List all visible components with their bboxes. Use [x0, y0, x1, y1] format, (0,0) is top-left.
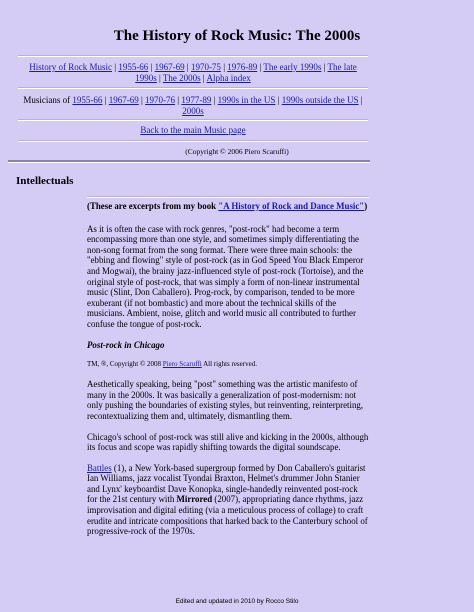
divider — [18, 140, 368, 142]
subheading: Post-rock in Chicago — [87, 339, 165, 350]
nav-link[interactable]: The 2000s — [162, 73, 201, 83]
nav-separator: | — [211, 95, 218, 105]
paragraph: Battles (1), a New York-based supergroup formed by Don Caballero's guitarist Ian Williams, jazz vocalist Tyondai Braxton, Helmet's drummer John Stanier and Lynx' keyboardist Dave Konopka, single-handedly reinvented post-rock for the 21st century with Mirrored (2007), appropriating dance rhythms, jazz improvisation and digital editing (via a meticulous process of collage) to craft erudite and intricate compositions that harked back to the Canterbury school of progressive-rock of the 1970s. — [87, 462, 368, 537]
nav-separator: | — [175, 95, 182, 105]
nav-separator: | — [358, 95, 363, 105]
paragraph: As it is often the case with rock genres, "post-rock" had become a term encompassing more than one style, and sometimes simply differentiating the non-song format from the song format. There were three main schools: the "ebbing and flowing" style of post-rock (as in God Speed You Black Emperor and Mogwai), the brainy jazz-influenced style of post-rock (Tortoise), and the original style of post-rock, that was simply a form of non-linear instrumental music (Slint, Don Caballero). Prog-rock, by comparison, tended to be more exuberant (if not bombastic) and more about the technical skills of the musicians. Ambient, noise, glitch and world music all contributed to further confuse the tongue of post-rock. — [87, 223, 364, 329]
nav-link[interactable]: 1990s outside the US — [281, 95, 359, 105]
footer-credit: Edited and updated in 2010 by Rocco Stilo — [175, 598, 299, 605]
nav-link[interactable]: 1955-66 — [72, 95, 103, 105]
nav-link[interactable]: 1970-75 — [190, 62, 221, 72]
paragraph: Chicago's school of post-rock was still alive and kicking in the 2000s, although its focus and scope was rapidly shifting towards the digital soundscape. — [87, 431, 369, 453]
nav-link[interactable]: 1955-66 — [118, 62, 149, 72]
nav-separator: | — [148, 62, 155, 72]
album-title: Mirrored — [176, 494, 213, 505]
nav-separator: | — [156, 73, 163, 83]
nav-separator: | — [184, 62, 191, 72]
page-title: The History of Rock Music: The 2000s — [113, 28, 361, 44]
nav-separator: | — [112, 62, 119, 72]
nav-link[interactable]: 1967-69 — [154, 62, 185, 72]
nav-link[interactable]: The late 1990s — [135, 62, 357, 83]
author-link[interactable]: Piero Scaruffi — [162, 360, 202, 369]
nav-separator: | — [257, 62, 264, 72]
divider — [18, 119, 368, 121]
divider — [18, 87, 368, 89]
nav-separator: | — [321, 62, 328, 72]
nav-link[interactable]: Alpha index — [206, 73, 251, 83]
nav-link[interactable]: 1967-69 — [108, 95, 139, 105]
divider — [18, 55, 368, 57]
history-nav — [18, 62, 368, 84]
battles-link[interactable]: Battles — [87, 462, 112, 473]
excerpt-note: (These are excerpts from my book "A History of Rock and Dance Music") — [87, 201, 368, 211]
nav-separator: | — [138, 95, 146, 105]
divider — [8, 160, 370, 163]
nav-link[interactable]: 1976-89 — [227, 62, 258, 72]
tm-copyright-line: TM, ®, Copyright © 2008 Piero Scaruffi All rights reserved. — [87, 360, 257, 369]
book-link[interactable]: "A History of Rock and Dance Music" — [218, 201, 365, 211]
nav-link[interactable]: 1970-76 — [145, 95, 176, 105]
section-heading: Intellectuals — [16, 175, 74, 187]
nav-link[interactable]: 2000s — [182, 106, 204, 116]
article-body — [87, 201, 369, 547]
nav-link[interactable]: 1990s in the US — [217, 95, 276, 105]
nav-prefix: Musicians of — [23, 95, 73, 105]
nav-separator: | — [275, 95, 282, 105]
musicians-nav — [18, 95, 368, 117]
nav-link[interactable]: The early 1990s — [263, 62, 322, 72]
back-to-music-link[interactable]: Back to the main Music page — [140, 125, 246, 135]
nav-separator: | — [200, 73, 207, 83]
copyright-notice: (Copyright © 2006 Piero Scaruffi) — [185, 147, 289, 156]
nav-separator: | — [102, 95, 109, 105]
nav-link[interactable]: History of Rock Music — [29, 62, 112, 72]
back-nav — [18, 125, 368, 136]
divider — [87, 196, 369, 198]
paragraph: Aesthetically speaking, being "post" something was the artistic manifesto of many in the 2000s. It was basically a generalization of post-modernism: not only pushing the boundaries of existing styles, but reinventing, reinterpreting, recontextualizing them and, ultimately, dismantling them. — [87, 379, 364, 421]
nav-separator: | — [220, 62, 228, 72]
nav-link[interactable]: 1977-89 — [181, 95, 212, 105]
